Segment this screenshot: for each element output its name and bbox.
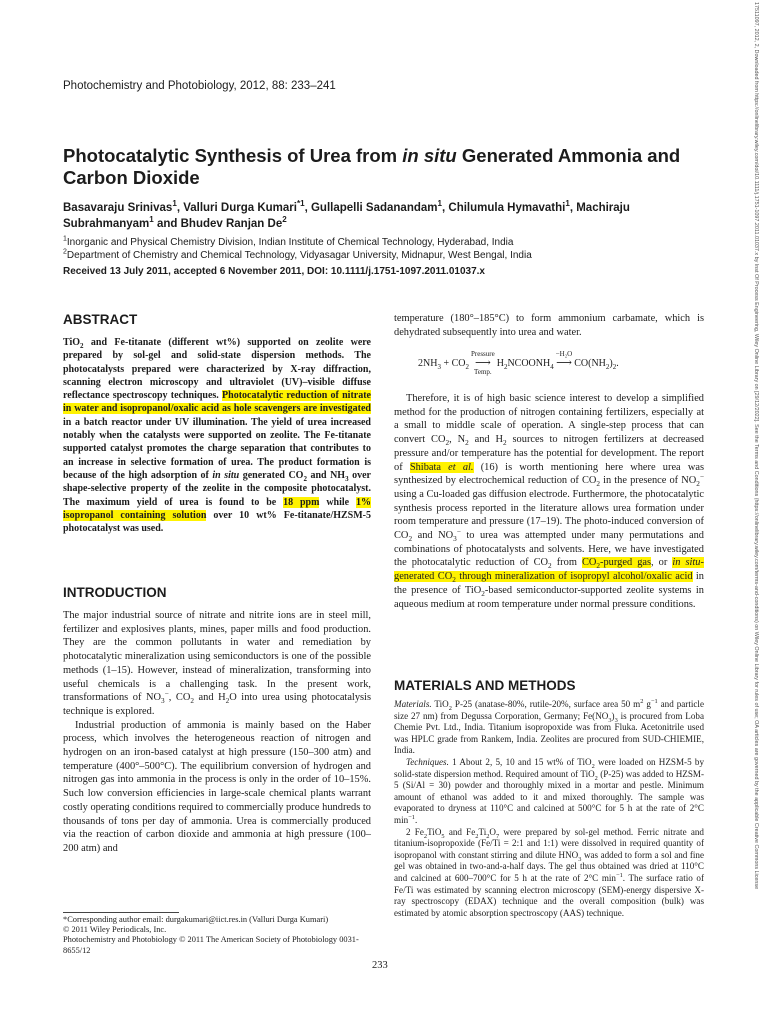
- author: Gullapelli Sadanandam: [310, 202, 438, 214]
- page-number: 233: [372, 960, 388, 971]
- author: Machiraju Subrahmanyam: [63, 202, 630, 230]
- download-sidebar-text: 17511097, 2012, 2, Downloaded from https://onlinelibrary.wiley.com/doi/10.1111/j.1751-1097.2011.01037.x by Inst Of Process Engineering, Wiley Online Library on [29/12/2022]. See the Terms and Conditions (https://onlinelibrary.wiley.com/terms-and-conditions) on Wiley Online Library for rules of use; OA articles are governed by the applicable Creative Commons License: [753, 2, 759, 890]
- author: Chilumula Hymavathi: [448, 202, 566, 214]
- corresponding-author: *Corresponding author email: durgakumari@iict.res.in (Valluri Durga Kumari): [63, 915, 329, 924]
- introduction-heading: INTRODUCTION: [63, 585, 167, 600]
- copyright-line: © 2011 Wiley Periodicals, Inc.: [63, 925, 167, 935]
- author: Basavaraju Srinivas: [63, 202, 173, 214]
- paper-title: Photocatalytic Synthesis of Urea from in situ Generated Ammonia and Carbon Dioxide: [63, 145, 681, 188]
- introduction-body: The major industrial source of nitrate and nitrite ions are in steel mill, fertilizer and explosives plants, mines, paper mills and food production. They are the common pollutants in water and remediation by photocatalytic mineralization using semiconductors is one of the possible methods (1–15). However, instead of mineralization, transforming into useful chemicals is a challenging task. In the present work, transformations of $NO_3^-$, $CO_2$ and $H_2O$ into urea using photocatalysis technique is explored. Industrial production of ammonia is mainly based on the Haber process, which involves the heterogeneous reaction of nitrogen and hydrogen on an iron-based catalyst at high pressure (150–300 atm) and temperature (400°–500°C). The equilibrium conversion of hydrogen and nitrogen gas into ammonia in the process is only in the order of 10–15%. Such low conversion efficiencies in large-scale chemical plants warrant costly operating conditions required to commercially produce hundreds to thousands of tons per day of ammonia. Urea is commercially produced via the reaction of carbon dioxide and ammonia at high pressure (100–200 atm) and: [63, 610, 371, 854]
- affiliation-2: $^2$Department of Chemistry and Chemical Technology, Vidyasagar University, Midnapur, West Bengal, India: [63, 248, 532, 261]
- copyright-society-line: Photochemistry and Photobiology © 2011 The American Society of Photobiology 0031-8655/12: [63, 935, 359, 955]
- footnote: [63, 915, 383, 956]
- footnote-rule: [63, 912, 179, 913]
- reaction-arrow: Pressure ⟶ Temp.: [470, 350, 495, 376]
- materials-heading: MATERIALS AND METHODS: [394, 678, 576, 693]
- download-sidebar: [745, 2, 767, 1020]
- reaction-equation: $2NH_3 + CO_2$ Pressure ⟶ Temp. $H_2NCOONH_4$ −H₂O ⟶ $CO(NH_2)_2$.: [418, 350, 619, 376]
- journal-citation: Photochemistry and Photobiology, 2012, 88: 233–241: [63, 80, 336, 92]
- reaction-arrow: −H₂O ⟶: [555, 350, 573, 369]
- abstract-heading: ABSTRACT: [63, 312, 138, 327]
- affiliation-1: $^1$Inorganic and Physical Chemistry Division, Indian Institute of Chemical Technology, Hyderabad, India: [63, 235, 514, 248]
- materials-body: Materials. TiO$_2$ P-25 (anatase-80%, rutile-20%, surface area 50 $m^2$ $g^{-1}$ and particle size 27 nm) from Degussa Corporation, Germany; $Fe(NO_3)_3$ is procured from Loba Chemie Pvt. Ltd., India. Titanium isopropoxide was from Fluka. Acetonitrile used was HPLC grade from Rankem, India. Zeolites are procured from SUD-CHIEMIE, India. Techniques. 1 About 2, 5, 10 and 15 wt% of TiO$_2$ were loaded on HZSM-5 by solid-state dispersion method. Required amount of TiO$_2$ (P-25) was added to HZSM-5 (Si/Al = 30) powder and thoroughly mixed in a mortar and pestle. Minimum amount of ethanol was added to it and mixed thoroughly. The sample was evaporated to dryness at 110°C and calcined at 500°C for 5 h at the rate of 2°C $\min^{-1}$. 2 $Fe_2TiO_5$ and $Fe_2Ti_2O_7$ were prepared by sol-gel method. Ferric nitrate and titanium-isopropoxide (Fe/Ti = 2:1 and 1:1) were dissolved in required quantity of isopropanol with constant stirring and dilute $HNO_3$ was added to form a sol and fine gel was obtained in two-and-a-half days. The gel thus obtained was dried at 110°C and calcined at 600–700°C for 5 h at the rate of 2°C $\min^{-1}$. The surface ratio of Fe/Ti was estimated by scanning electron microscopy (SEM)-energy dispersive X-ray spectroscopy (EDAX) technique and the overall composition (bulk) was estimated by atomic absorption spectroscopy (AAS) technique.: [394, 697, 704, 918]
- right-column-paragraph: Therefore, it is of high basic science interest to develop a simplified method for the production of nitrogen containing fertilizers, especially at a small to middle scale of operation. A single-step process that can convert $CO_2$, $N_2$ and $H_2$ sources to nitrogen fertilizers at decreased pressure and/or temperature has the potential for development. The report of Shibata et al. (16) is worth mentioning here where urea was synthesized by electrochemical reduction of $CO_2$ in the presence of $NO_2^-$ using a Cu-loaded gas diffusion electrode. Furthermore, the photocatalytic synthesis process reported in the literature allows urea formation under room temperature and pressure (17–19). The photo-induced conversion of $CO_2$ and $NO_3^-$ to urea was attempted under many permutations and combinations of photocatalysts and solvents. Here, we have investigated the photocatalytic reduction of $CO_2$ from $CO_2$-purged gas, or in situ-generated $CO_2$ through mineralization of isopropyl alcohol/oxalic acid in the presence of TiO$_2$-based semiconductor-supported zeolite systems in aqueous medium at room temperature under normal pressure conditions.: [394, 393, 705, 610]
- author: Bhudev Ranjan De: [180, 218, 283, 230]
- author-list: Basavaraju Srinivas$^1$, Valluri Durga Kumari$^{*1}$, Gullapelli Sadanandam$^1$, Chilumula Hymavathi$^1$, Machiraju Subrahmanyam$^1$ and Bhudev Ranjan De$^2$: [63, 199, 630, 230]
- abstract-body: TiO$_2$ and Fe-titanate (different wt%) supported on zeolite were prepared by sol-gel and solid-state dispersion methods. The photocatalysts prepared were characterized by X-ray diffraction, scanning electron microscopy and ultraviolet (UV)–visible diffuse reflectance spectroscopy techniques. Photocatalytic reduction of nitrate in water and isopropanol/oxalic acid as hole scavengers are investigated in a batch reactor under UV illumination. The yield of urea increased notably when the catalysts were supported on zeolite. The Fe-titanate supported catalyst promotes the charge separation that contributes to an increase in selective formation of urea. The product formation is because of the high adsorption of in situ generated $CO_2$ and $NH_3$ over shape-selective property of the zeolite in the composite photocatalyst. The maximum yield of urea is found to be 18 ppm while 1% isopropanol containing solution over 10 wt% Fe-titanate/HZSM-5 photocatalyst was used.: [63, 337, 371, 535]
- right-column-continuation: temperature (180°–185°C) to form ammonium carbamate, which is dehydrated subsequently into urea and water.: [394, 313, 704, 338]
- affiliations: [63, 236, 703, 262]
- author: Valluri Durga Kumari: [183, 202, 297, 214]
- received-line: Received 13 July 2011, accepted 6 November 2011, DOI: 10.1111/j.1751-1097.2011.01037.x: [63, 266, 485, 277]
